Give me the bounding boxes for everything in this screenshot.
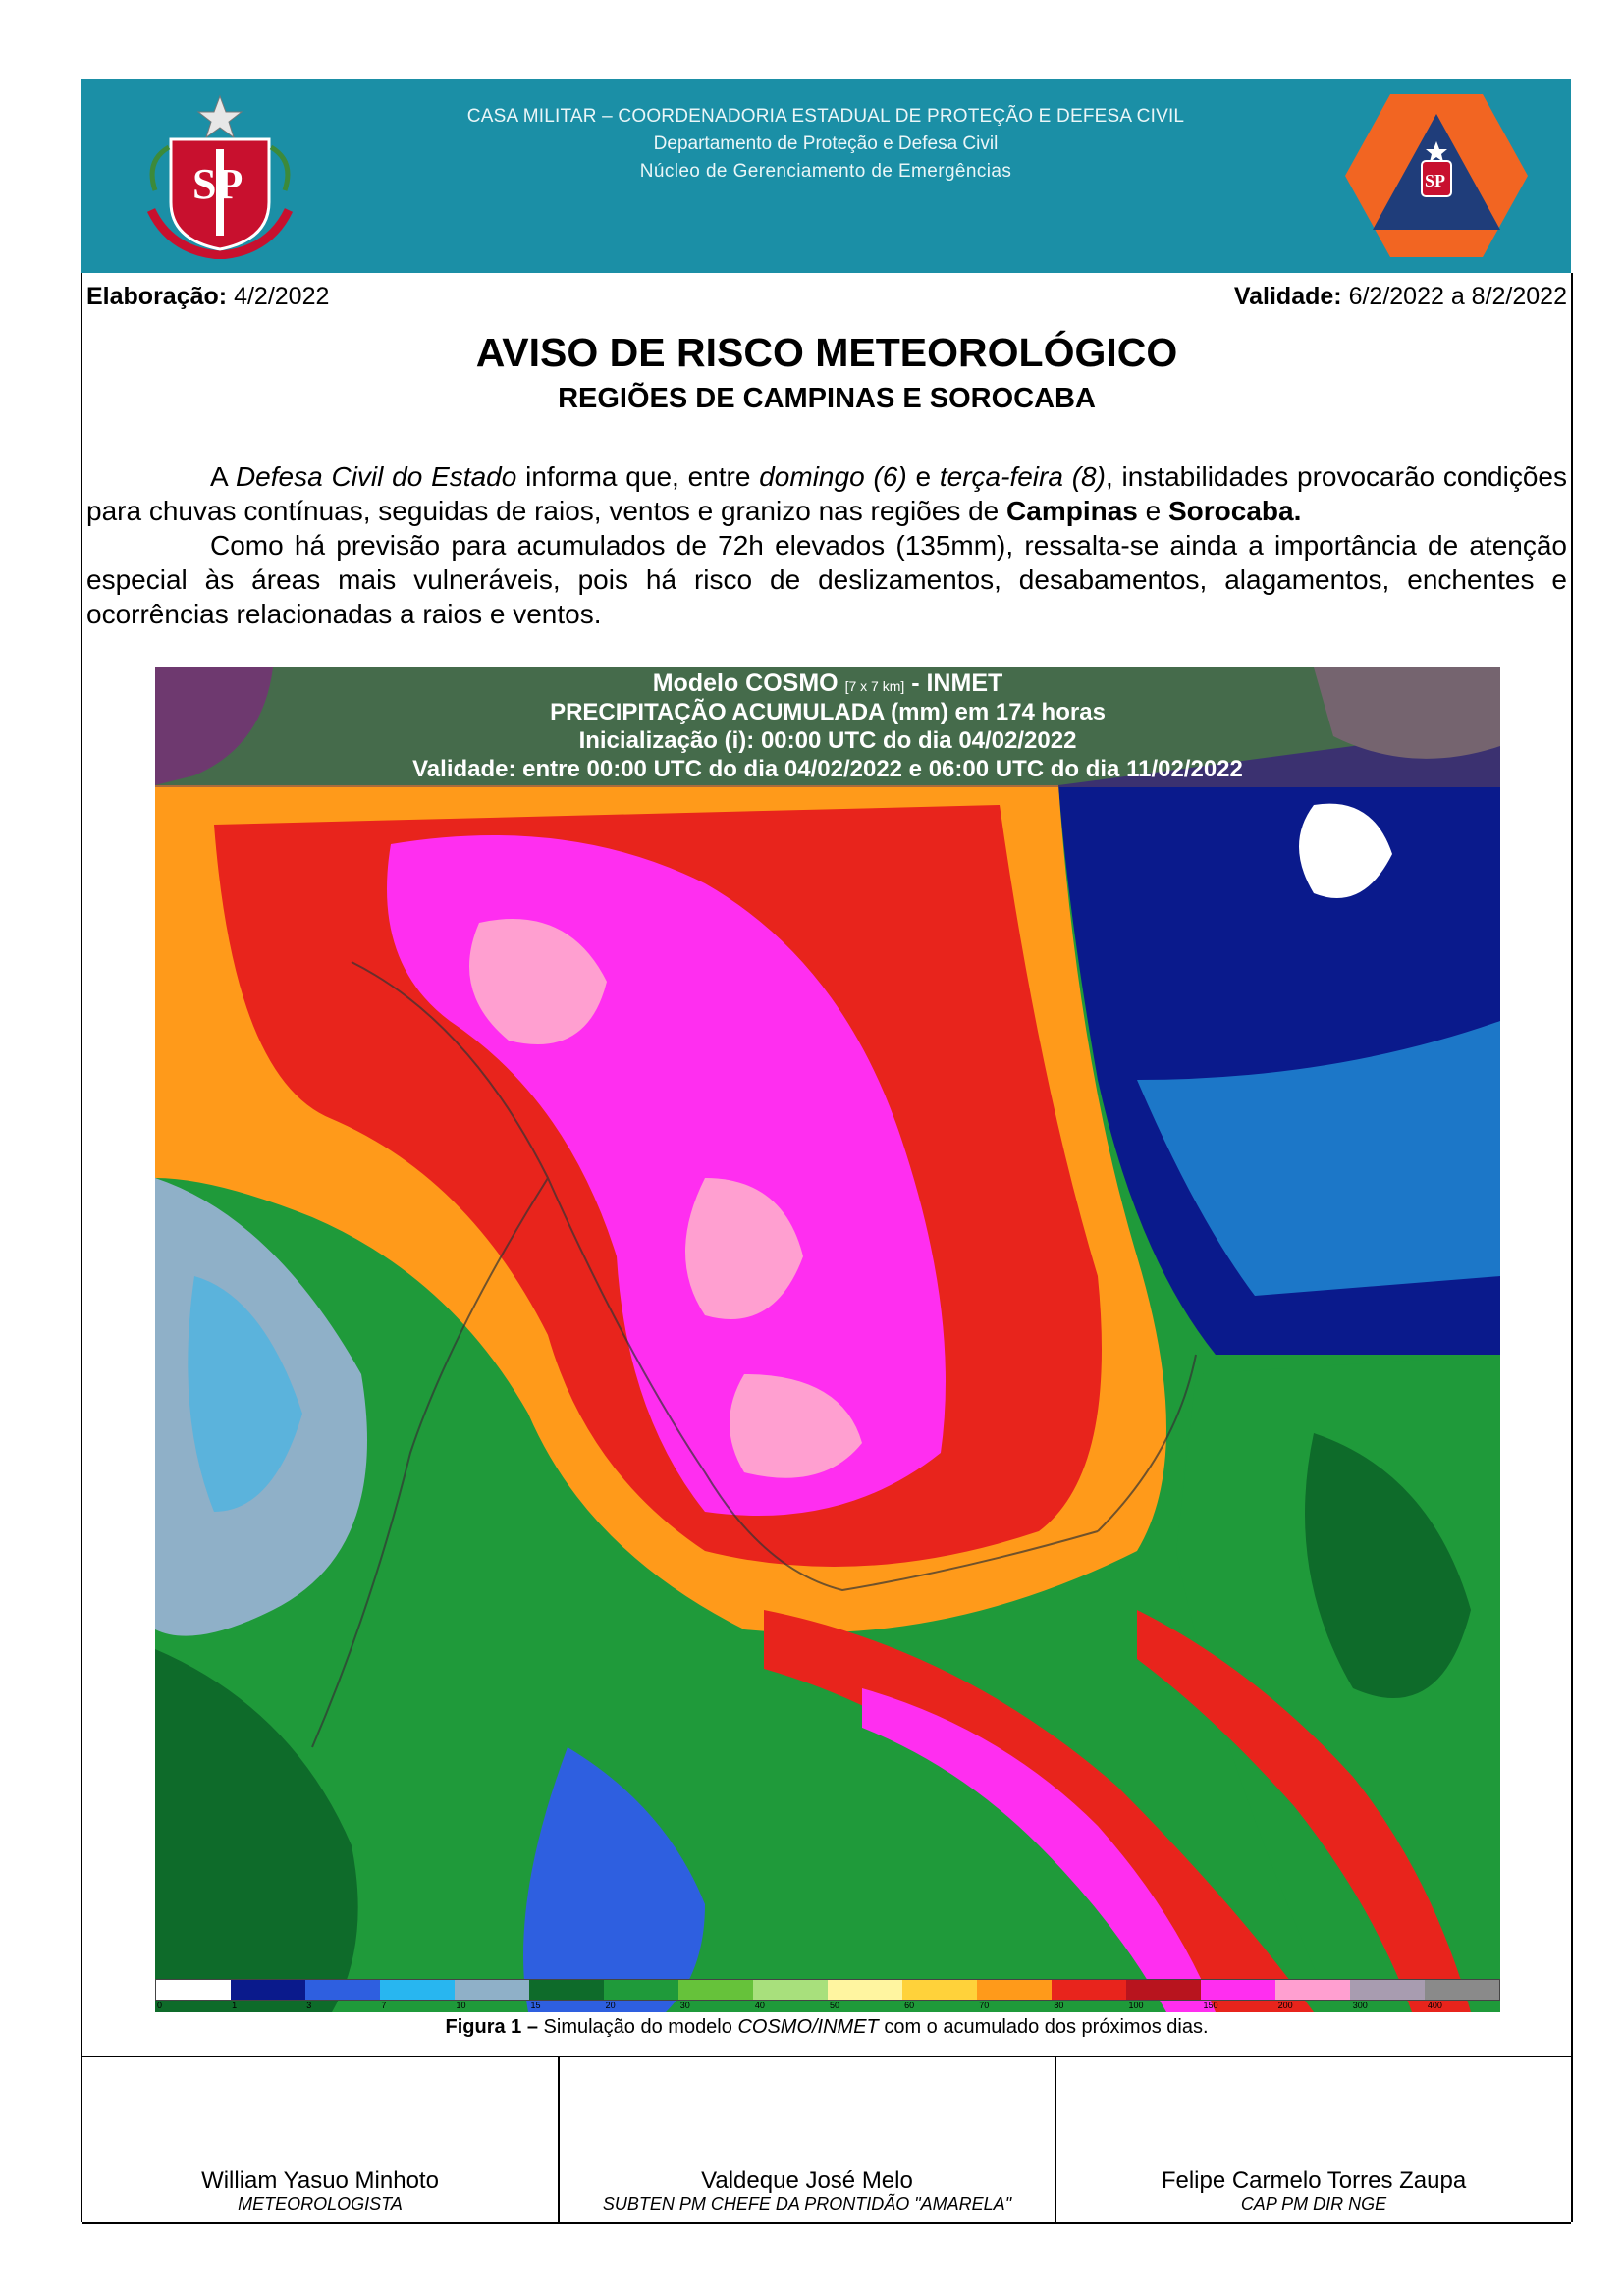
map-header xyxy=(155,667,1500,787)
colorbar-swatch xyxy=(380,1980,455,2000)
colorbar-label: 30 xyxy=(679,2001,690,2010)
map-source: - INMET xyxy=(911,669,1003,697)
colorbar-swatch xyxy=(455,1980,529,2000)
caption-text-1: Simulação do modelo xyxy=(537,2016,738,2038)
signature-role: CAP PM DIR NGE xyxy=(1240,2194,1387,2214)
p1-domingo: domingo (6) xyxy=(759,461,907,492)
p1-text-1: A xyxy=(210,461,236,492)
logo-letters: SP xyxy=(1425,171,1446,190)
colorbar-label: 50 xyxy=(830,2001,840,2010)
signature-role: SUBTEN PM CHEFE DA PRONTIDÃO "AMARELA" xyxy=(602,2194,1012,2214)
colorbar-label: 15 xyxy=(530,2001,541,2010)
sao-paulo-crest-icon xyxy=(141,92,298,259)
caption-label: Figura 1 – xyxy=(445,2016,538,2038)
colorbar-swatches xyxy=(155,1979,1500,2001)
colorbar-swatch xyxy=(902,1980,977,2000)
colorbar-labels xyxy=(155,2001,1500,2012)
signature-cell xyxy=(558,2057,1055,2222)
colorbar-label: 3 xyxy=(306,2001,312,2010)
colorbar-swatch xyxy=(1275,1980,1350,2000)
defesa-civil-logo-icon xyxy=(1343,92,1530,259)
colorbar-swatch xyxy=(828,1980,902,2000)
document-page xyxy=(81,79,1571,2222)
p1-sorocaba: Sorocaba. xyxy=(1168,496,1302,526)
map-precip-line: PRECIPITAÇÃO ACUMULADA (mm) em 174 horas xyxy=(550,699,1106,725)
map-validity-line: Validade: entre 00:00 UTC do dia 04/02/2022 e 06:00 UTC do dia 11/02/2022 xyxy=(412,756,1243,782)
colorbar-swatch xyxy=(305,1980,380,2000)
colorbar-swatch xyxy=(604,1980,678,2000)
page-subtitle: REGIÕES DE CAMPINAS E SOROCABA xyxy=(558,383,1096,414)
colorbar-label: 60 xyxy=(904,2001,915,2010)
validade xyxy=(1234,283,1567,311)
colorbar-label: 150 xyxy=(1203,2001,1218,2010)
signature-cell xyxy=(82,2057,558,2222)
colorbar-label: 300 xyxy=(1352,2001,1368,2010)
signature-name: Felipe Carmelo Torres Zaupa xyxy=(1161,2167,1467,2194)
colorbar-swatch xyxy=(1126,1980,1201,2000)
signature-role: METEOROLOGISTA xyxy=(238,2194,403,2214)
p1-campinas: Campinas xyxy=(1006,496,1138,526)
colorbar-swatch xyxy=(1425,1980,1499,2000)
signature-cell xyxy=(1055,2057,1571,2222)
caption-text-2: com o acumulado dos próximos dias. xyxy=(878,2016,1209,2038)
colorbar-swatch xyxy=(1052,1980,1126,2000)
colorbar-label: 200 xyxy=(1277,2001,1293,2010)
colorbar-label: 70 xyxy=(979,2001,990,2010)
p1-text-3: informa que, entre xyxy=(516,461,760,492)
p1-terca-feira: terça-feira (8) xyxy=(939,461,1106,492)
header-line-1: CASA MILITAR – COORDENADORIA ESTADUAL DE PROTEÇÃO E DEFESA CIVIL xyxy=(466,106,1185,127)
colorbar-label: 7 xyxy=(381,2001,387,2010)
elaboracao xyxy=(86,283,329,311)
meta-row xyxy=(86,283,1567,312)
precipitation-map-graphic xyxy=(155,667,1500,2012)
precipitation-colorbar xyxy=(155,1979,1500,2012)
signature-name: William Yasuo Minhoto xyxy=(201,2167,439,2194)
header-line-3: Núcleo de Gerenciamento de Emergências xyxy=(639,161,1012,182)
paragraph-2 xyxy=(86,528,1567,631)
colorbar-label: 40 xyxy=(754,2001,765,2010)
colorbar-label: 80 xyxy=(1054,2001,1064,2010)
colorbar-swatch xyxy=(753,1980,828,2000)
crest-letters: SP xyxy=(192,160,243,208)
map-init-line: Inicialização (i): 00:00 UTC do dia 04/02/2022 xyxy=(578,727,1077,754)
signature-name: Valdeque José Melo xyxy=(701,2167,913,2194)
validade-value: 6/2/2022 a 8/2/2022 xyxy=(1348,283,1567,310)
colorbar-label: 1 xyxy=(232,2001,238,2010)
p2-text: Como há previsão para acumulados de 72h elevados (135mm), ressalta-se ainda a importância de atenção especial às áreas mais vulneráveis, pois há risco de deslizamentos, desabamentos, alagamentos, enchentes e ocorrências relacionadas a raios e ventos. xyxy=(86,530,1567,629)
colorbar-swatch xyxy=(977,1980,1052,2000)
colorbar-label: 10 xyxy=(456,2001,466,2010)
header-line-2: Departamento de Proteção e Defesa Civil xyxy=(653,133,999,154)
colorbar-swatch xyxy=(529,1980,604,2000)
colorbar-swatch xyxy=(156,1980,231,2000)
colorbar-swatch xyxy=(1350,1980,1425,2000)
elaboracao-label: Elaboração: xyxy=(86,283,228,310)
map-title-line xyxy=(155,669,1500,698)
caption-model: COSMO/INMET xyxy=(737,2016,879,2038)
p1-text-7: , instabilidades provocarão condições para chuvas contínuas, seguidas de raios, ventos e granizo nas regiões de xyxy=(86,461,1567,526)
colorbar-label: 100 xyxy=(1128,2001,1144,2010)
figure-caption xyxy=(82,2016,1571,2039)
signature-table xyxy=(82,2056,1571,2224)
colorbar-swatch xyxy=(678,1980,753,2000)
content-frame xyxy=(81,273,1573,2222)
paragraph-1 xyxy=(86,459,1567,528)
map-resolution: [7 x 7 km] xyxy=(844,678,905,694)
p1-text-9: e xyxy=(1137,496,1168,526)
colorbar-label: 20 xyxy=(605,2001,616,2010)
p1-text-5: e xyxy=(906,461,940,492)
precipitation-map xyxy=(155,667,1500,2012)
colorbar-swatch xyxy=(1201,1980,1275,2000)
page-title: AVISO DE RISCO METEOROLÓGICO xyxy=(475,330,1178,375)
validade-label: Validade: xyxy=(1233,283,1342,310)
map-model-name: Modelo COSMO xyxy=(652,669,839,697)
colorbar-label: 0 xyxy=(157,2001,163,2010)
p1-defesa-civil: Defesa Civil do Estado xyxy=(235,461,517,492)
header-banner xyxy=(81,79,1571,273)
colorbar-swatch xyxy=(231,1980,305,2000)
colorbar-label: 400 xyxy=(1427,2001,1442,2010)
elaboracao-value: 4/2/2022 xyxy=(234,283,330,310)
